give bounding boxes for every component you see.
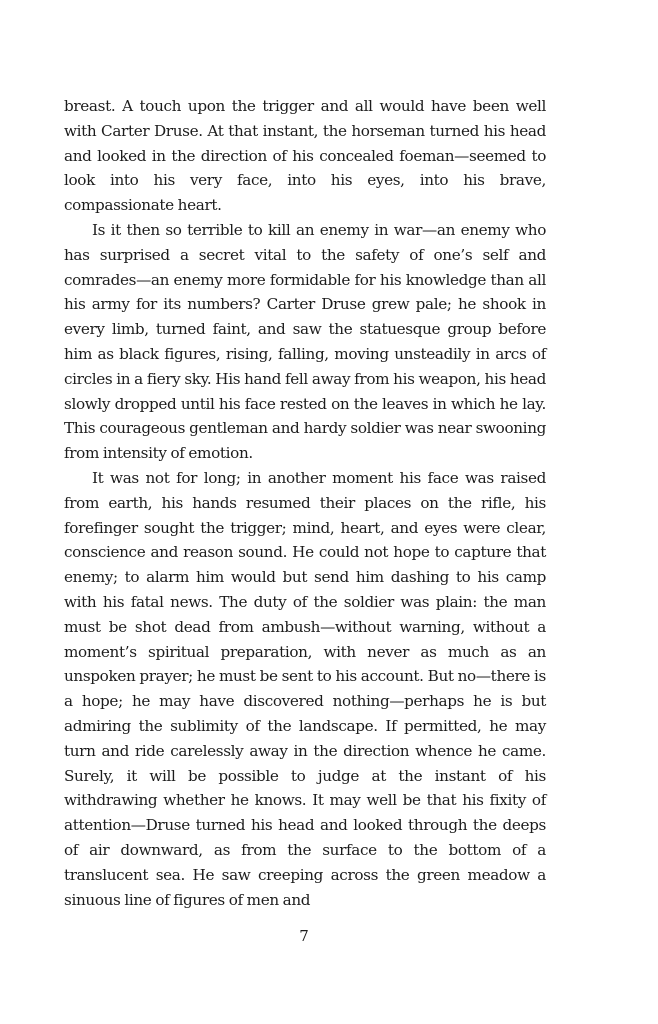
paragraph: Is it then so terrible to kill an enemy in war—an enemy who has surprised a secret vital to the safety of one’s self and comrades—an enemy more formidable for his knowledge than all his army for its numbers? Carter Druse grew pale; he shook in every limb, turned faint, and saw the statuesque group before him as black figures, rising, falling, moving unsteadily in arcs of circles in a fiery sky. His hand fell away from his weapon, his head slowly dropped until his face rested on the leaves in which he lay. This courageous gentleman and hardy soldier was near swooning from intensity of emotion. bbox=[64, 220, 546, 463]
paragraph-continuation: breast. A touch upon the trigger and all would have been well with Carter Druse. At that instant, the horseman turned his head and looked in the direction of his concealed foeman—seemed to look into his very face, into his eyes, into his brave, compassionate heart. bbox=[64, 97, 546, 215]
body-text bbox=[64, 94, 546, 912]
paragraph: It was not for long; in another moment his face was raised from earth, his hands resumed their places on the rifle, his forefinger sought the trigger; mind, heart, and eyes were clear, conscience and reason sound. He could not hope to capture that enemy; to alarm him would but send him dashing to his camp with his fatal news. The duty of the soldier was plain: the man must be shot dead from ambush—without warning, without a moment’s spiritual preparation, with never as much as an unspoken prayer; he must be sent to his account. But no—there is a hope; he may have discovered nothing—perhaps he is but admiring the sublimity of the landscape. If permitted, he may turn and ride carelessly away in the direction whence he came. Surely, it will be possible to judge at the instant of his withdrawing whether he knows. It may well be that his fixity of attention—Druse turned his head and looked through the deeps of air downward, as from the surface to the bottom of a translucent sea. He saw creeping across the green meadow a sinuous line of figures of men and bbox=[64, 468, 546, 909]
page-number: 7 bbox=[299, 927, 309, 945]
